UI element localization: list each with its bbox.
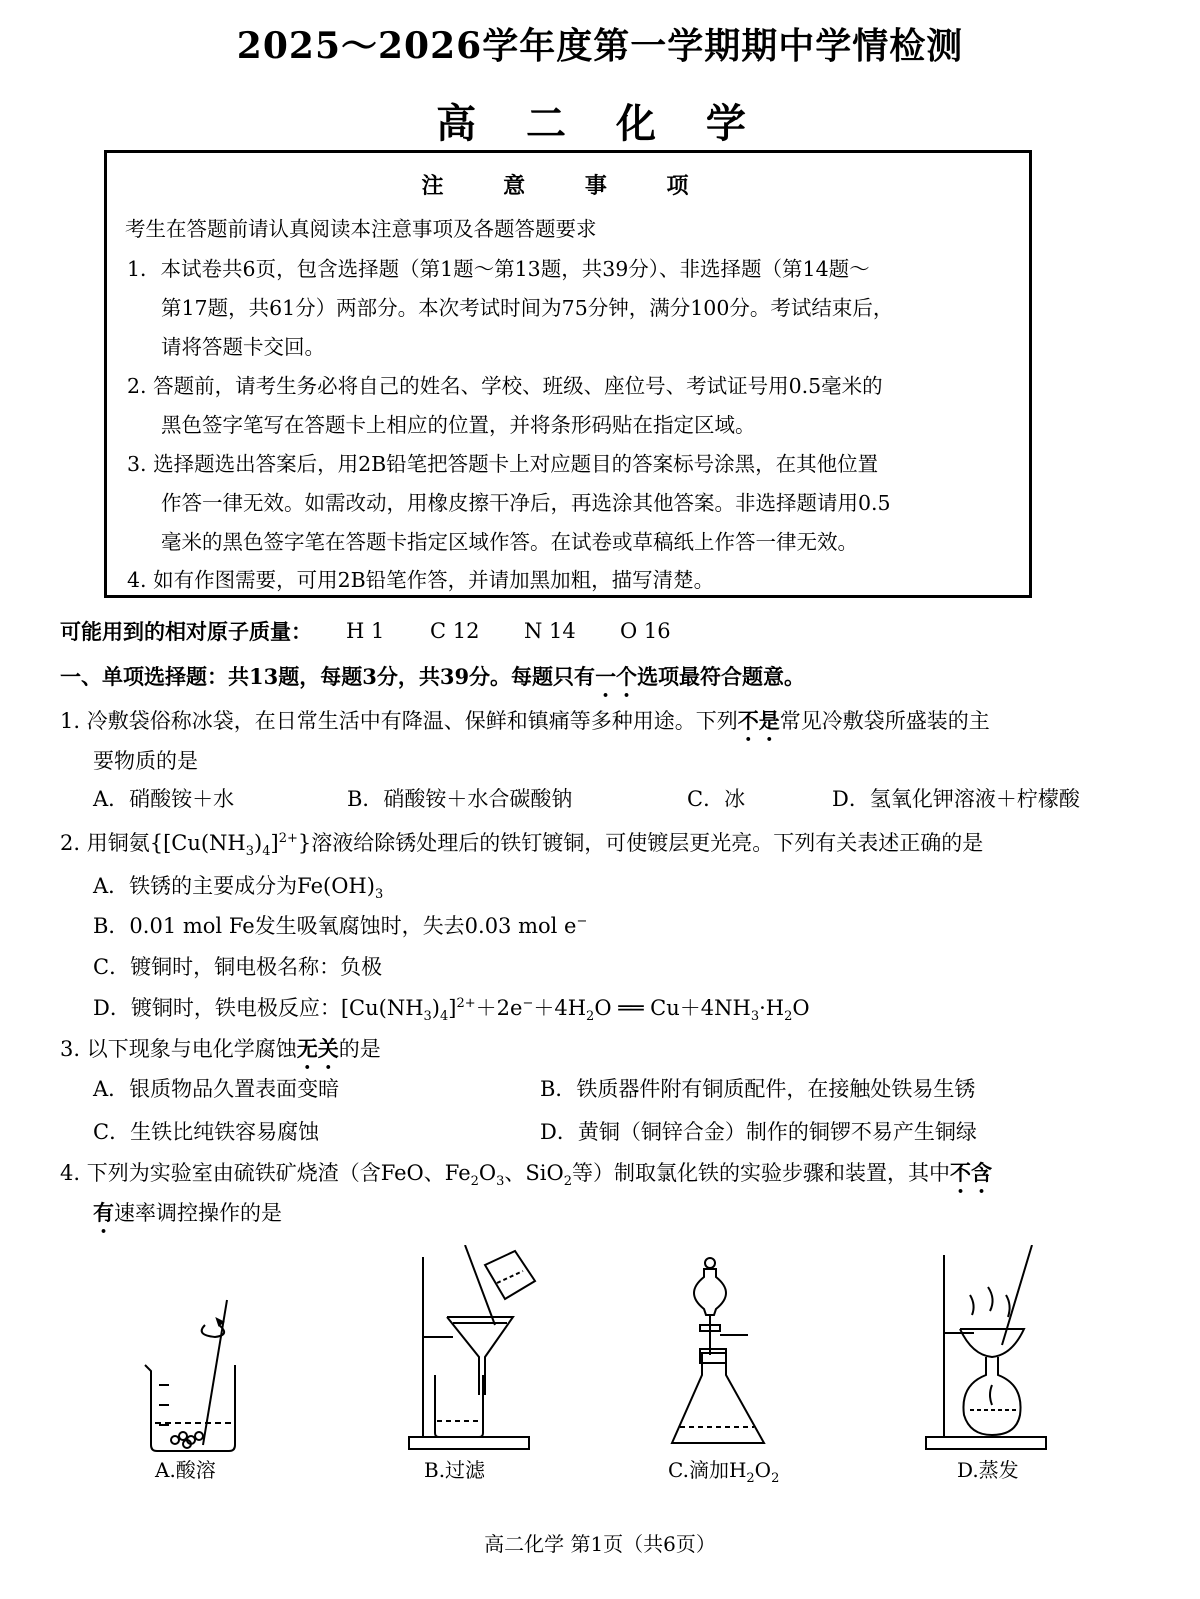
question-2-option-c: C．镀铜时，铜电极名称：负极 <box>93 955 383 979</box>
question-2-option-b: B．0.01 mol Fe发生吸氧腐蚀时，失去0.03 mol e− <box>93 914 588 938</box>
notice-intro: 考生在答题前请认真阅读本注意事项及各题答题要求 <box>125 217 597 241</box>
notice-item-2-line-1: 2. 答题前，请考生务必将自己的姓名、学校、班级、座位号、考试证号用0.5毫米的 <box>127 374 883 398</box>
atomic-mass-n: N 14 <box>524 619 576 643</box>
notice-item-1-line-2: 第17题，共61分）两部分。本次考试时间为75分钟，满分100分。考试结束后， <box>161 296 894 320</box>
subject-title: 高 二 化 学 <box>436 100 764 147</box>
question-4-stem-cont: 有速率调控操作的是 <box>93 1200 282 1225</box>
question-1-option-a: A．硝酸铵＋水 <box>93 787 235 811</box>
question-1-option-d: D．氢氧化钾溶液＋柠檬酸 <box>832 787 1080 811</box>
question-1-option-c: C．冰 <box>687 787 746 811</box>
notice-item-2-line-2: 黑色签字笔写在答题卡上相应的位置，并将条形码贴在指定区域。 <box>161 413 756 437</box>
notice-box <box>104 150 1032 598</box>
question-1-stem-cont: 要物质的是 <box>93 749 198 773</box>
atomic-mass-c: C 12 <box>430 619 480 643</box>
dropping-funnel-flask-diagram <box>670 1255 770 1455</box>
question-2-stem: 2. 用铜氨$\{[Cu(NH_3)_4]^{2+}\}$溶液给除锈处理后的铁钉镀铜，可使镀层更光亮。下列有关表述正确的是 <box>60 831 984 860</box>
question-1-stem: 1. 冷敷袋俗称冰袋，在日常生活中有降温、保鲜和镇痛等多种用途。下列不是常见冷敷袋所盛装的主 <box>60 708 990 733</box>
question-3-option-d: D．黄铜（铜锌合金）制作的铜锣不易产生铜绿 <box>540 1120 977 1144</box>
question-3-stem: 3. 以下现象与电化学腐蚀无关的是 <box>60 1036 381 1061</box>
filtration-diagram <box>405 1245 545 1455</box>
question-3-option-c: C．生铁比纯铁容易腐蚀 <box>93 1120 320 1144</box>
question-4-stem: 4. 下列为实验室由硫铁矿烧渣（含FeO、$Fe_2O_3$、SiO$_2$等）制取氯化铁的实验步骤和装置，其中不含 <box>60 1160 993 1190</box>
question-3-option-b: B．铁质器件附有铜质配件，在接触处铁易生锈 <box>540 1077 976 1101</box>
notice-title: 注 意 事 项 <box>421 173 715 199</box>
caption-d: D.蒸发 <box>957 1458 1019 1482</box>
evaporation-diagram <box>920 1245 1060 1455</box>
notice-item-4-line-1: 4. 如有作图需要，可用2B铅笔作答，并请加黑加粗，描写清楚。 <box>127 568 715 592</box>
notice-item-1-line-3: 请将答题卡交回。 <box>161 335 325 359</box>
question-3-option-a: A．银质物品久置表面变暗 <box>93 1077 340 1101</box>
atomic-mass-label: 可能用到的相对原子质量： <box>60 619 312 644</box>
beaker-stirring-diagram <box>135 1295 255 1455</box>
caption-b: B.过滤 <box>424 1458 486 1482</box>
notice-item-3-line-2: 作答一律无效。如需改动，用橡皮擦干净后，再选涂其他答案。非选择题请用0.5 <box>161 491 891 515</box>
question-1-option-b: B．硝酸铵＋水合碳酸钠 <box>347 787 573 811</box>
atomic-mass-h: H 1 <box>346 619 385 643</box>
page-footer: 高二化学 第1页（共6页） <box>484 1532 716 1556</box>
question-2-option-d: D．镀铜时，铁电极反应：$[Cu(NH_3)_4]^{2+}+2e^-+4H_2O$ ══ $Cu+4NH_3\cdot H_2O$ <box>93 996 810 1025</box>
notice-item-3-line-1: 3. 选择题选出答案后，用2B铅笔把答题卡上对应题目的答案标号涂黑，在其他位置 <box>127 452 879 476</box>
exam-title: 2025～2026学年度第一学期期中学情检测 <box>236 25 964 67</box>
atomic-mass-o: O 16 <box>620 619 671 643</box>
section-heading: 一、单项选择题：共13题，每题3分，共39分。每题只有一个选项最符合题意。 <box>60 664 806 689</box>
caption-c: C.滴加$H_2O_2$ <box>668 1458 780 1486</box>
caption-a: A.酸溶 <box>155 1458 216 1482</box>
notice-item-1-line-1: 1．本试卷共6页，包含选择题（第1题～第13题，共39分）、非选择题（第14题～ <box>127 257 870 281</box>
question-2-option-a: A．铁锈的主要成分为$Fe(OH)_3$ <box>93 874 384 903</box>
notice-item-3-line-3: 毫米的黑色签字笔在答题卡指定区域作答。在试卷或草稿纸上作答一律无效。 <box>161 530 858 554</box>
